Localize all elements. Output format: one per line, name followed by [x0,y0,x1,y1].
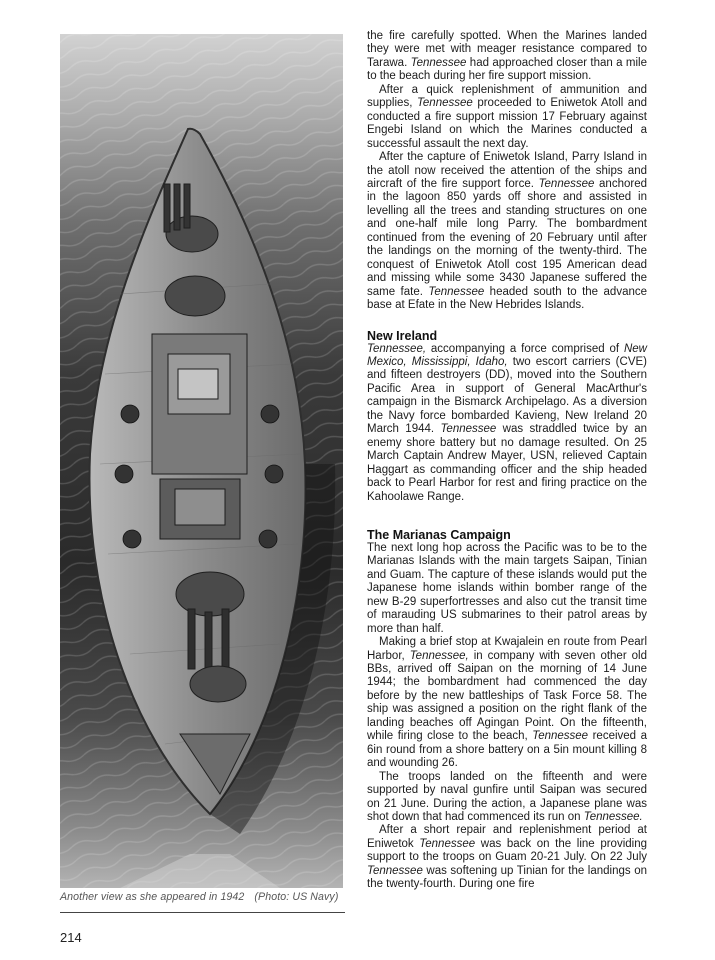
caption-divider [60,912,345,913]
battleship-aerial-image [60,34,343,888]
body-paragraph: After a short repair and replenishment period at Eniwetok Tennessee was back on the line providing support to the troops on Guam 20-21 July. On 22 July Tennessee was softening up Tinian for the landings on the twenty-fourth. During one fire [367,824,647,891]
body-paragraph: The next long hop across the Pacific was to be to the Marianas Islands with the main targets Saipan, Tinian and Guam. The capture of these islands would put the Japanese home islands within bomber range of the new B-29 superfortresses and also cut the transit time of marauding US submarines to their patrol areas by more than half. [367,541,647,635]
page-number: 214 [60,930,82,945]
body-paragraph: Making a brief stop at Kwajalein en route from Pearl Harbor, Tennessee, in company with seven other old BBs, arrived off Saipan on the morning of 14 June 1944; the bombardment had commenced the day before by the new battleships of Task Force 58. The ship was assigned a position on the right flank of the landing beaches off Agingan Point. On the fifteenth, while firing close to the beach, Tennessee received a 6in round from a shore battery on a 5in mount killing 8 and wounding 26. [367,636,647,770]
body-paragraph: the fire carefully spotted. When the Marines landed they were met with meager resistance compared to Tarawa. Tennessee had approached closer than a mile to the beach during her fire support mission. [367,30,647,83]
photo-caption [60,891,350,903]
caption-text: Another view as she appeared in 1942 [60,891,245,903]
battleship-photo [60,34,343,888]
section-heading-marianas: The Marianas Campaign [367,527,511,542]
article-text-column [367,30,647,950]
body-paragraph: The troops landed on the fifteenth and were supported by naval gunfire until Saipan was secured on 21 June. During the action, a Japanese plane was shot down that had commenced its run on Tennessee. [367,770,647,824]
section-heading-new-ireland: New Ireland [367,328,438,343]
photo-credit: (Photo: US Navy) [254,891,339,903]
body-paragraph: After the capture of Eniwetok Island, Parry Island in the atoll now received the attention of the ships and aircraft of the fire support force. Tennessee anchored in the lagoon 850 yards off shore and assisted in levelling all the trees and standing structures on one and one-half mile long Parry. The bombardment continued from the evening of 20 February until after the landings on the morning of the twenty-third. The conquest of Eniwetok Atoll cost 195 American dead and missing while some 3430 Japanese suffered the same fate. Tennessee headed south to the advance base at Efate in the New Hebrides Islands. [367,151,648,312]
body-paragraph: Tennessee, accompanying a force comprised of New Mexico, Mississippi, Idaho, two escort carriers (CVE) and fifteen destroyers (DD), moved into the Southern Pacific Area in support of General MacArthur's campaign in the Bismarck Archipelago. As a diversion the Navy force bombarded Kavieng, New Ireland 20 March 1944. Tennessee was straddled twice by an enemy shore battery but no damage resulted. On 25 March Captain Andrew Mayer, USN, relieved Captain Haggart as commanding officer and the ship headed back to Pearl Harbor for rest and firing practice on the Kahoolawe Range. [367,342,647,503]
body-paragraph: After a quick replenishment of ammunition and supplies, Tennessee proceeded to Eniwetok Atoll and conducted a fire support mission 17 February against Engebi Island on which the Marines conducted a successful assault the next day. [367,83,647,150]
